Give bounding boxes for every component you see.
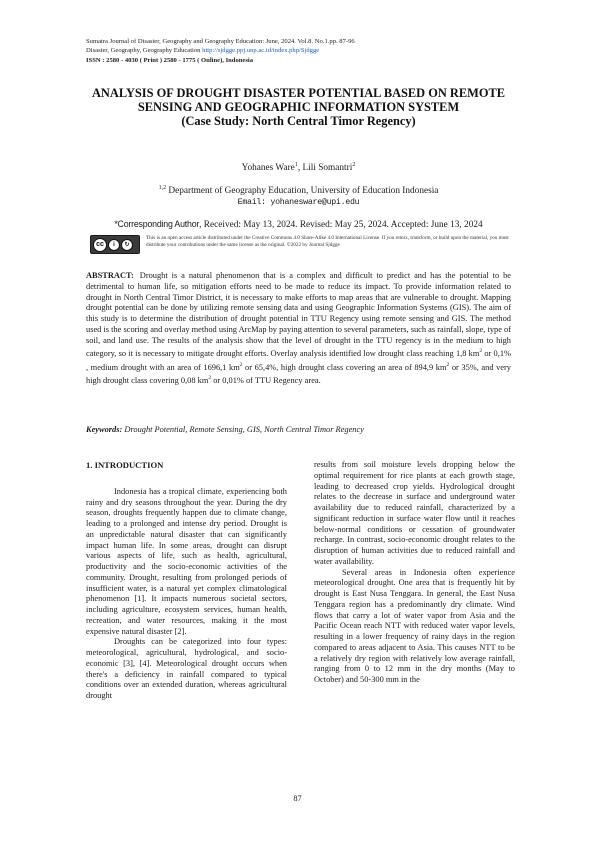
journal-header	[86, 37, 516, 65]
journal-issn: ISSN : 2580 - 4030 ( Print ) 2580 - 1775 ( Online), Indonesia	[86, 56, 254, 64]
abstract-text: or 65,4%, high drought class covering an area of 894,9 km	[242, 362, 447, 372]
paper-title	[86, 86, 511, 129]
affiliation	[86, 183, 511, 208]
title-subtitle: (Case Study: North Central Timor Regency)	[181, 114, 416, 129]
affiliation-mark: 1,2	[158, 185, 167, 191]
author-affiliation-mark: 1	[294, 162, 298, 168]
email-address[interactable]: yohanesware@upi.edu	[270, 198, 360, 208]
body-paragraph: results from soil moisture levels dropping below the optimal requirement for rice plants at each growth stage, leading to decreased crop yields. Hydrological drought relates to the decrease in surface and underground water availability due to reduced rainfall, characterized by a significant reduction in surface water flow until it reaches below-normal conditions or cessation of groundwater recharge. In contrast, socio-economic drought relates to the disruption of human activities due to reduced rainfall and water availability.	[314, 460, 515, 566]
corresponding-author-label: *Corresponding Author	[114, 219, 200, 229]
body-paragraph: Indonesia has a tropical climate, experiencing both rainy and dry seasons throughout the year. During the dry season, droughts frequently happen due to climate change, leading to a prolonged and intense dry period. Drought is an unpredictable natural disaster that can significantly impact human life. In some areas, drought can disrupt various aspects of life, such as health, agricultural, productivity and the socio-economic activities of the community. Drought, resulting from prolonged periods of insufficient water, is a natural yet complex climatological phenomenon [1]. It impacts numerous societal sectors, including agriculture, ecosystem services, human health, recreation, and water resources, making it the most expensive natural disaster [2].	[86, 486, 287, 636]
author-name: Lili Somantri	[302, 163, 353, 174]
body-column-right	[314, 460, 515, 686]
unit-superscript: 2	[479, 348, 483, 355]
page-number: 87	[293, 794, 302, 803]
journal-url-line	[86, 46, 516, 55]
cc-license-badge[interactable]	[90, 235, 140, 254]
email-line	[86, 197, 511, 208]
unit-superscript: 2	[239, 361, 243, 368]
journal-url-link[interactable]: http://sjdgge.ppj.unp.ac.id/index.php/Sjdgge	[202, 47, 320, 55]
author-list: Yohanes Ware$^1$, Lili Somantri$^2$	[241, 162, 356, 174]
abstract-text: or 35%, and very high drought class covering 0,08 km	[86, 362, 511, 386]
body-column-left	[86, 460, 287, 702]
submission-dates	[86, 219, 511, 230]
abstract	[86, 271, 511, 387]
journal-subject: Disaster, Geography, Geography Education	[86, 47, 201, 55]
title-main: ANALYSIS OF DROUGHT DISASTER POTENTIAL BASED ON REMOTE SENSING AND GEOGRAPHIC INFORMATION SYSTEM	[91, 86, 505, 115]
abstract-text: Drought is a natural phenomenon that is a complex and difficult to predict and has the potential to be detrimental to human life, so mitigation efforts need to be made to reduce its impact. To provide information related to drought in North Central Timor District, it is necessary to make efforts to map areas that are vulnerable to drought. Mapping drought potential can be done by utilizing remote sensing data and using Geographic Information Systems (GIS). The aim of this study is to determine the distribution of drought potential in TTU Regency using remote sensing and GIS. The method used is the scoring and overlay method using ArcMap by paying attention to several parameters, such as rainfall, slope, type of soil, and land use. The results of the analysis show that the level of drought in the TTU regency is in the medium to high category, so it is necessary to mitigate drought efforts. Overlay analysis identified low drought class reaching 1,8 km	[86, 271, 511, 359]
body-paragraph: Droughts can be categorized into four types: meteorological, agricultural, hydrological, and socio-economic [3], [4]. Meteorological drought occurs when there's a deficiency in rainfall compared to typical conditions over an extended duration, whereas agricultural drought	[86, 637, 287, 700]
cc-icon: cc	[93, 238, 107, 252]
by-icon: i	[108, 239, 120, 251]
section-heading-introduction: 1. INTRODUCTION	[86, 460, 164, 470]
keywords-text: Drought Potential, Remote Sensing, GIS, North Central Timor Regency	[122, 425, 364, 434]
affiliation-text: Department of Geography Education, University of Education Indonesia	[168, 186, 439, 197]
author-name: Yohanes Ware	[241, 163, 295, 174]
abstract-text: or 0,01% of TTU Regency area.	[211, 376, 321, 386]
keywords	[86, 425, 511, 434]
license-text: This is an open access article distributed under the Creative Commons 4.0 Share-Alike 4.0 International License. If you remix, transform, or build upon the material, you must distribute your contributions under the same license as the original. ©2022 by Journal Sjdgge	[146, 235, 509, 248]
journal-citation: Sumatra Journal of Disaster, Geography and Geography Education: June, 2024. Vol.8. No.1.pp. 87-96	[86, 38, 355, 45]
body-paragraph: Several areas in Indonesia often experience meteorological drought. One area that is frequently hit by drought is East Nusa Tenggara. In general, the East Nusa Tenggara region has a predominantly dry climate. Wind flows that carry a lot of water vapor from Asia and the Pacific Ocean reach NTT with reduced water vapor levels, resulting in a lower frequency of rainy days in the region compared to areas adjacent to Asia. This causes NTT to be a relatively dry region with relatively low average rainfall, ranging from 0 to 12 mm in the dry months (May to October) and 50-300 mm in the	[314, 567, 515, 684]
author-affiliation-mark: 2	[352, 162, 356, 168]
share-alike-icon: ↻	[121, 239, 133, 251]
keywords-label: Keywords:	[86, 425, 123, 434]
dates-text: , Received: May 13, 2024. Revised: May 25, 2024. Accepted: June 13, 2024	[199, 220, 483, 230]
abstract-label: ABSTRACT:	[86, 271, 134, 280]
abstract-text: or 0,1% , medium drought with an area of 1696,1 km	[86, 349, 511, 372]
email-label: Email:	[237, 198, 266, 208]
unit-superscript: 2	[208, 375, 212, 382]
license-notice	[90, 234, 510, 256]
unit-superscript: 2	[446, 361, 450, 368]
